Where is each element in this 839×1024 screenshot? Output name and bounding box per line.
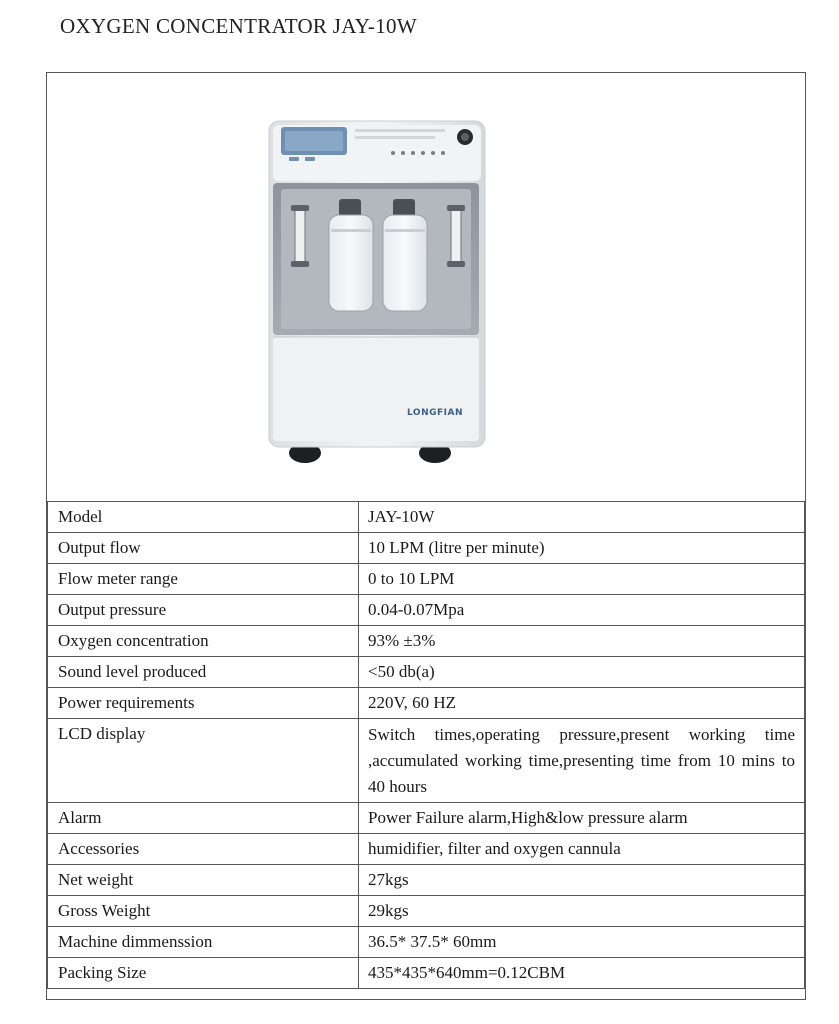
- spec-value: 36.5* 37.5* 60mm: [359, 927, 805, 958]
- spec-label: Gross Weight: [48, 896, 359, 927]
- spec-label: Accessories: [48, 834, 359, 865]
- spec-label: Model: [48, 502, 359, 533]
- table-row: [48, 564, 805, 595]
- spec-value: 435*435*640mm=0.12CBM: [359, 958, 805, 989]
- spec-sheet: [46, 72, 806, 1000]
- table-row: [48, 803, 805, 834]
- table-row: [48, 657, 805, 688]
- spec-label: Net weight: [48, 865, 359, 896]
- table-row: [48, 927, 805, 958]
- table-row: [48, 896, 805, 927]
- oxygen-concentrator-image: [47, 73, 805, 501]
- spec-label: Flow meter range: [48, 564, 359, 595]
- spec-value: 27kgs: [359, 865, 805, 896]
- spec-value: 10 LPM (litre per minute): [359, 533, 805, 564]
- spec-value: JAY-10W: [359, 502, 805, 533]
- table-row: [48, 719, 805, 803]
- spec-label: Power requirements: [48, 688, 359, 719]
- spec-value: 93% ±3%: [359, 626, 805, 657]
- table-row: [48, 958, 805, 989]
- spec-value: 220V, 60 HZ: [359, 688, 805, 719]
- table-row: [48, 595, 805, 626]
- table-row: [48, 865, 805, 896]
- spec-label: LCD display: [48, 719, 359, 803]
- spec-value: Switch times,operating pressure,present working time ,accumulated working time,presenting time from 10 mins to 40 hours: [359, 719, 805, 803]
- product-photo-area: [47, 73, 805, 501]
- spec-label: Output pressure: [48, 595, 359, 626]
- table-row: [48, 688, 805, 719]
- spec-value: 0.04-0.07Mpa: [359, 595, 805, 626]
- spec-value: Power Failure alarm,High&low pressure alarm: [359, 803, 805, 834]
- spec-label: Oxygen concentration: [48, 626, 359, 657]
- spec-value: 0 to 10 LPM: [359, 564, 805, 595]
- spec-label: Alarm: [48, 803, 359, 834]
- spec-label: Output flow: [48, 533, 359, 564]
- spec-label: Sound level produced: [48, 657, 359, 688]
- flow-meter-left: [295, 207, 305, 265]
- table-row: [48, 626, 805, 657]
- table-row: [48, 502, 805, 533]
- spec-label: Packing Size: [48, 958, 359, 989]
- table-row: [48, 533, 805, 564]
- spec-value: <50 db(a): [359, 657, 805, 688]
- table-row: [48, 834, 805, 865]
- brand-logo-text: LONGFIAN: [407, 408, 463, 418]
- specifications-table: [47, 501, 805, 989]
- page-title: OXYGEN CONCENTRATOR JAY-10W: [60, 14, 417, 38]
- spec-value: humidifier, filter and oxygen cannula: [359, 834, 805, 865]
- flow-meter-right: [451, 207, 461, 265]
- spec-label: Machine dimmenssion: [48, 927, 359, 958]
- spec-value: 29kgs: [359, 896, 805, 927]
